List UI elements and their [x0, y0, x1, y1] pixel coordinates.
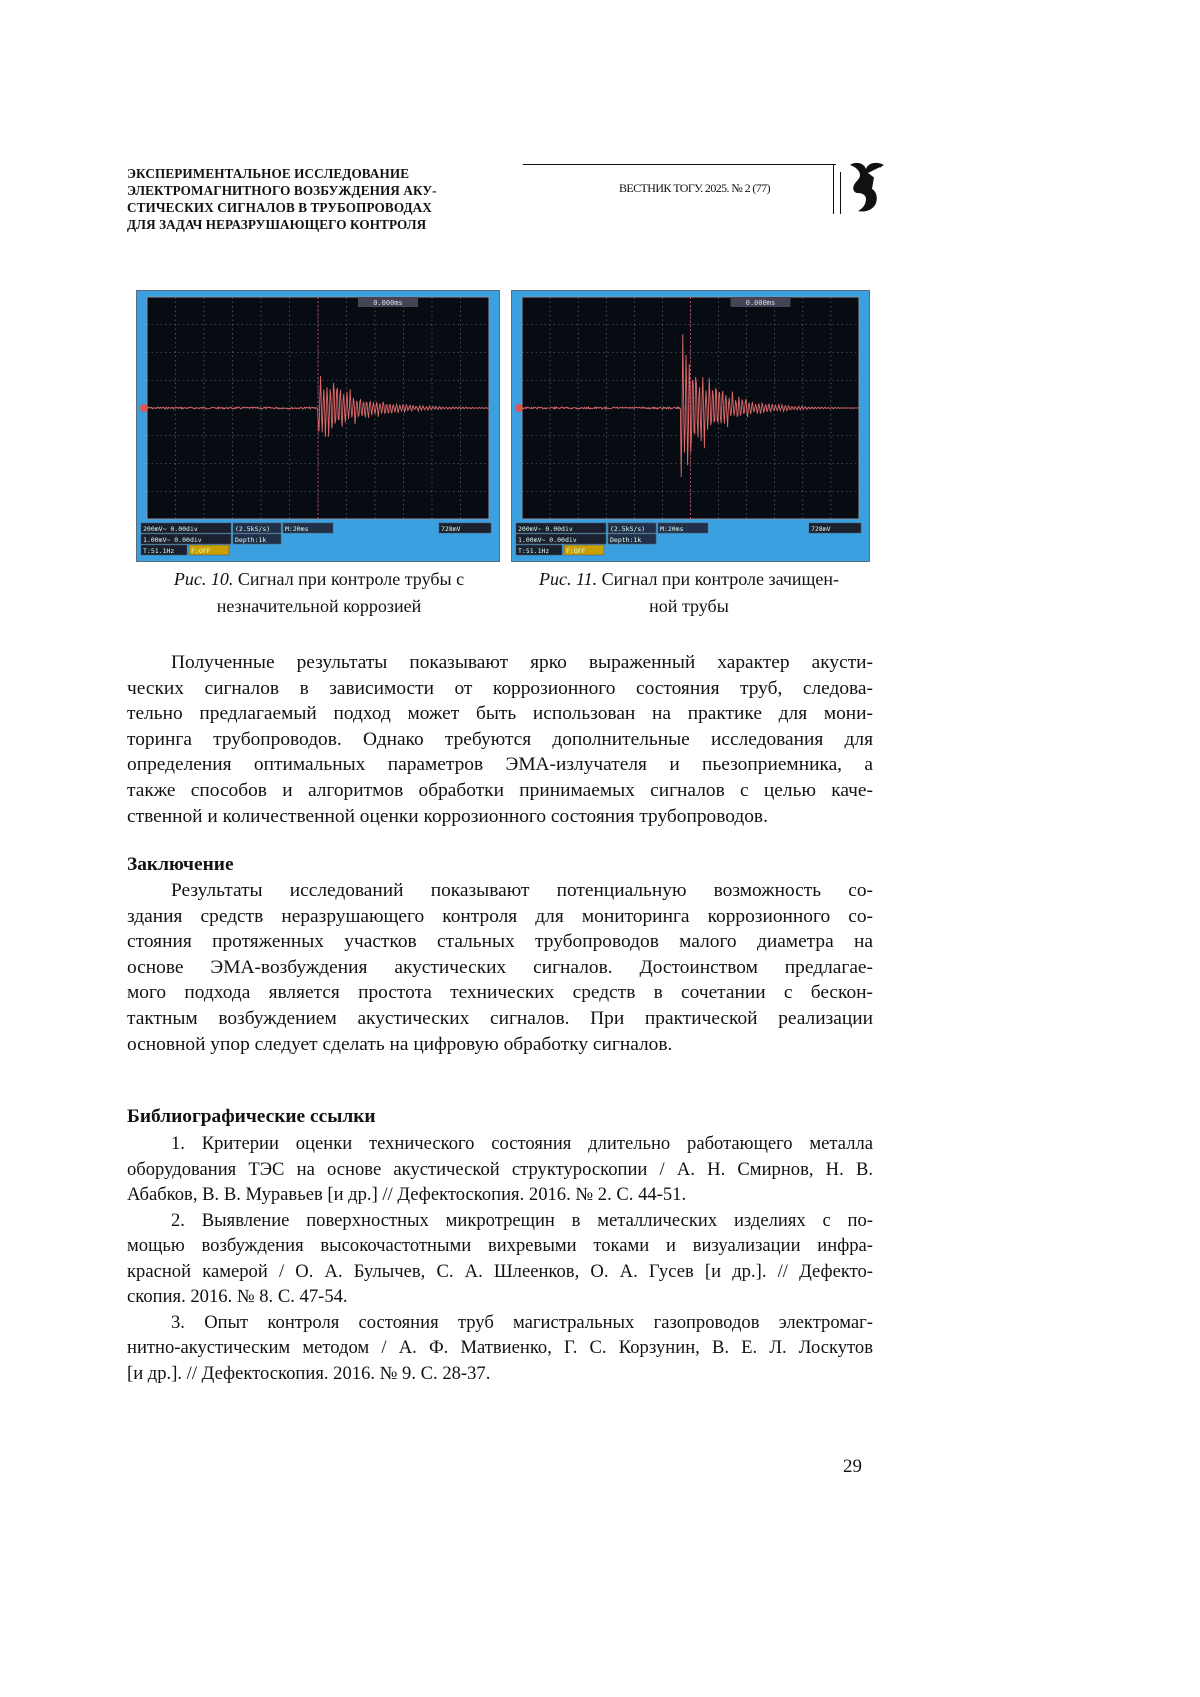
reference-line: 3. Опыт контроля состояния труб магистральных газопроводов электромаг- [171, 1311, 873, 1333]
figure-caption [129, 566, 509, 620]
text-line: торинга трубопроводов. Однако требуются дополнительные исследования для [127, 728, 873, 750]
status-text: 200mV~ 0.00div [518, 525, 573, 533]
section-heading: Заключение [127, 854, 234, 875]
status-text: 728mV [811, 525, 831, 533]
oscilloscope-display [137, 291, 499, 561]
status-text: M:20ms [285, 525, 309, 533]
status-text: M:20ms [660, 525, 684, 533]
figure-label: Рис. 10. [173, 569, 234, 589]
oscilloscope-display [512, 291, 869, 561]
header-rule-vertical [840, 172, 841, 214]
scope-time-readout: 0.000ms [373, 299, 403, 307]
running-title-line: ЭЛЕКТРОМАГНИТНОГО ВОЗБУЖДЕНИЯ АКУ- [127, 183, 437, 198]
reference-line: красной камерой / О. А. Булычев, С. А. Шлеенков, О. А. Гусев [и др.]. // Дефекто- [127, 1260, 873, 1282]
reference-line: оборудования ТЭС на основе акустической структуроскопии / А. Н. Смирнов, Н. В. [127, 1158, 873, 1180]
status-text: F:OFF [191, 547, 211, 555]
status-text: (2.5kS/s) [235, 525, 271, 533]
status-text: F:OFF [566, 547, 586, 555]
text-line: тактным возбуждением акустических сигналов. При практической реализации [127, 1007, 873, 1029]
text-line: основной упор следует сделать на цифровую обработку сигналов. [127, 1033, 673, 1055]
references-list [127, 1131, 873, 1386]
status-text: Depth:1k [610, 536, 642, 544]
running-title [127, 165, 527, 233]
caption-text: Сигнал при контроле зачищен- [601, 569, 840, 589]
reference-line: нитно-акустическим методом / А. Ф. Матвиенко, Г. С. Корзунин, В. Е. Л. Лоскутов [127, 1337, 873, 1358]
text-line: также способов и алгоритмов обработки принимаемых сигналов с целью каче- [127, 779, 873, 801]
togu-logo-icon [846, 159, 888, 215]
running-title-line: ЭКСПЕРИМЕНТАЛЬНОЕ ИССЛЕДОВАНИЕ [127, 166, 410, 181]
page-number: 29 [843, 1456, 862, 1477]
status-text: (2.5kS/s) [610, 525, 646, 533]
status-text: 200mV~ 0.00div [143, 525, 198, 533]
scope-time-readout: 0.000ms [745, 299, 776, 307]
text-line: стояния протяженных участков стальных трубопроводов малого диаметра на [127, 931, 873, 953]
running-title-line: СТИЧЕСКИХ СИГНАЛОВ В ТРУБОПРОВОДАХ [127, 200, 432, 215]
running-title-line: ДЛЯ ЗАДАЧ НЕРАЗРУШАЮЩЕГО КОНТРОЛЯ [127, 217, 427, 232]
conclusion-paragraph [127, 878, 873, 1057]
status-text: T:51.1Hz [143, 547, 175, 555]
text-line: определения оптимальных параметров ЭМА-излучателя и пьезоприемника, а [127, 754, 873, 776]
status-text: 728mV [441, 525, 461, 533]
text-line: основе ЭМА-возбуждения акустических сигналов. Достоинством предлагае- [127, 956, 873, 978]
text-line: ственной и количественной оценки коррозионного состояния трубопроводов. [127, 805, 768, 827]
text-line: Результаты исследований показывают потенциальную возможность со- [171, 880, 873, 901]
reference-line: 1. Критерии оценки технического состояния длительно работающего металла [171, 1133, 873, 1154]
caption-text: ной трубы [649, 596, 729, 616]
section-heading: Библиографические ссылки [127, 1106, 376, 1127]
body-paragraph [127, 650, 873, 829]
text-line: ческих сигналов в зависимости от коррозионного состояния труб, следова- [127, 677, 873, 699]
status-text: 1.00mV~ 0.00div [518, 536, 577, 544]
status-text: T:51.1Hz [518, 547, 550, 555]
oscilloscope-image [511, 290, 870, 562]
text-line: Полученные результаты показывают ярко выраженный характер акусти- [171, 652, 873, 673]
text-line: тельно предлагаемый подход может быть использован на практике для мони- [127, 703, 873, 725]
figure-label: Рис. 11. [538, 569, 598, 589]
text-line: мого подхода является простота технических средств в сочетании с бескон- [127, 982, 873, 1004]
figure-caption [499, 566, 879, 620]
journal-reference: ВЕСТНИК ТОГУ. 2025. № 2 (77) [619, 181, 770, 195]
reference-line: [и др.]. // Дефектоскопия. 2016. № 9. С. 28-37. [127, 1362, 491, 1384]
caption-text: Сигнал при контроле трубы с [237, 569, 465, 589]
header-rule-vertical [833, 164, 834, 214]
reference-line: 2. Выявление поверхностных микротрещин в металлических изделиях с по- [171, 1209, 873, 1231]
caption-text: незначительной коррозией [216, 596, 422, 616]
reference-line: скопия. 2016. № 8. С. 47-54. [127, 1286, 348, 1307]
status-text: Depth:1k [235, 536, 267, 544]
reference-line: мощью возбуждения высокочастотными вихревыми токами и визуализации инфра- [127, 1235, 873, 1256]
status-text: 1.00mV~ 0.00div [143, 536, 202, 544]
channel-marker [140, 404, 148, 412]
oscilloscope-image [136, 290, 500, 562]
text-line: здания средств неразрушающего контроля для мониторинга коррозионного со- [127, 905, 873, 927]
reference-line: Абабков, В. В. Муравьев [и др.] // Дефектоскопия. 2016. № 2. С. 44-51. [127, 1184, 687, 1205]
header-rule [523, 164, 836, 165]
